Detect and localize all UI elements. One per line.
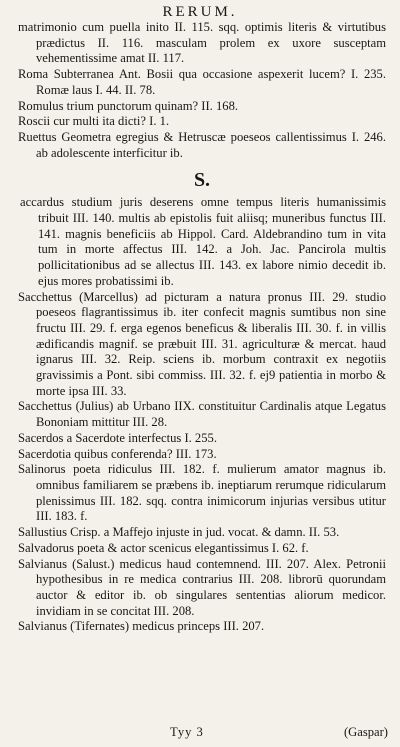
page-footer <box>0 725 400 741</box>
index-entry: Salvadorus poeta & actor scenicus elegantissimus I. 62. f. <box>18 540 309 555</box>
index-entry: Romulus trium punctorum quinam? II. 168. <box>18 98 239 113</box>
index-entry: Salvianus (Tifernates) medicus princeps III. 207. <box>18 619 265 634</box>
index-entry <box>20 195 386 289</box>
catchword: (Gaspar) <box>343 725 388 739</box>
index-entry: Sallustius Crisp. a Maffejo injuste in jud. vocat. & damn. II. 53. <box>18 525 340 540</box>
index-entry: Sacerdotia quibus conferenda? III. 173. <box>18 446 217 461</box>
index-entries <box>18 20 386 635</box>
index-entry: matrimonio cum puella inito II. 115. sqq. optimis literis & virtutibus prædictus II. 116. masculam prolem ex uxore susceptam vehementissime amat II. 117. <box>18 20 386 66</box>
index-entry: Salvianus (Salust.) medicus haud contemnend. III. 207. Alex. Petronii hypothesibus in re medica contrarius III. 208. librorū quorundam auctor & editor ib. ob singulares sententias aliorum medicor. invidiam in se concitat III. 208. <box>18 556 386 618</box>
index-entry: Roscii cur multi ita dicti? I. 1. <box>18 114 170 129</box>
signature-mark: Tyy 3 <box>170 725 204 739</box>
section-letter: S. <box>193 169 211 192</box>
index-entry: Roma Subterranea Ant. Bosii qua occasione aspexerit lucem? I. 235. Romæ laus I. 44. II. 78. <box>18 67 386 97</box>
index-entry: Sacchettus (Marcellus) ad picturam a natura pronus III. 29. studio poeseos flagrantissimus ib. iter confecit magnis sumtibus non sine fructu III. 29. f. erga egenos beneficus & liberalis III. 30. f. in villis ædificandis magnif. se præbuit III. 31. agriculturæ & mercat. haud ignarus III. 32. Reip. sciens ib. morbum contraxit ex negotiis gravissimis a Pont. sibi commiss. III. 32. f. ej9 patientia in morbo & morte ipsa III. 33. <box>18 289 386 398</box>
index-entry: Ruettus Geometra egregius & Hetruscæ poeseos callentissimus I. 246. ab adolescente interficitur ib. <box>18 129 386 160</box>
index-entry: Sacerdos a Sacerdote interfectus I. 255. <box>18 430 217 445</box>
index-entry: Sacchettus (Julius) ab Urbano IIX. constituitur Cardinalis atque Legatus Bononiam mittitur III. 28. <box>18 399 386 430</box>
index-entry-text: accardus studium juris deserens omne tempus literis humanissimis tribuit III. 140. multis ab epistolis fuit aliisq; muneribus functus III. 141. magnis beneficiis ab Hippol. Card. Aldebrandino tum in vita tum in morte affectus III. 142. a Joh. Jac. Pancirola multis pollicitationibus ad se allectus III. 143. ex labore nimio decedit ib. ejus mores probatissimi ib. <box>20 195 386 288</box>
index-entry: Salinorus poeta ridiculus III. 182. f. mulierum amator magnus ib. omnibus familiarem se præbens ib. ineptiarum rerumque ridicularum plenissimus III. 182. sqq. contra inimicorum injurias versibus utitur III. 183. f. <box>18 462 386 524</box>
running-head: RERUM. <box>162 4 238 20</box>
